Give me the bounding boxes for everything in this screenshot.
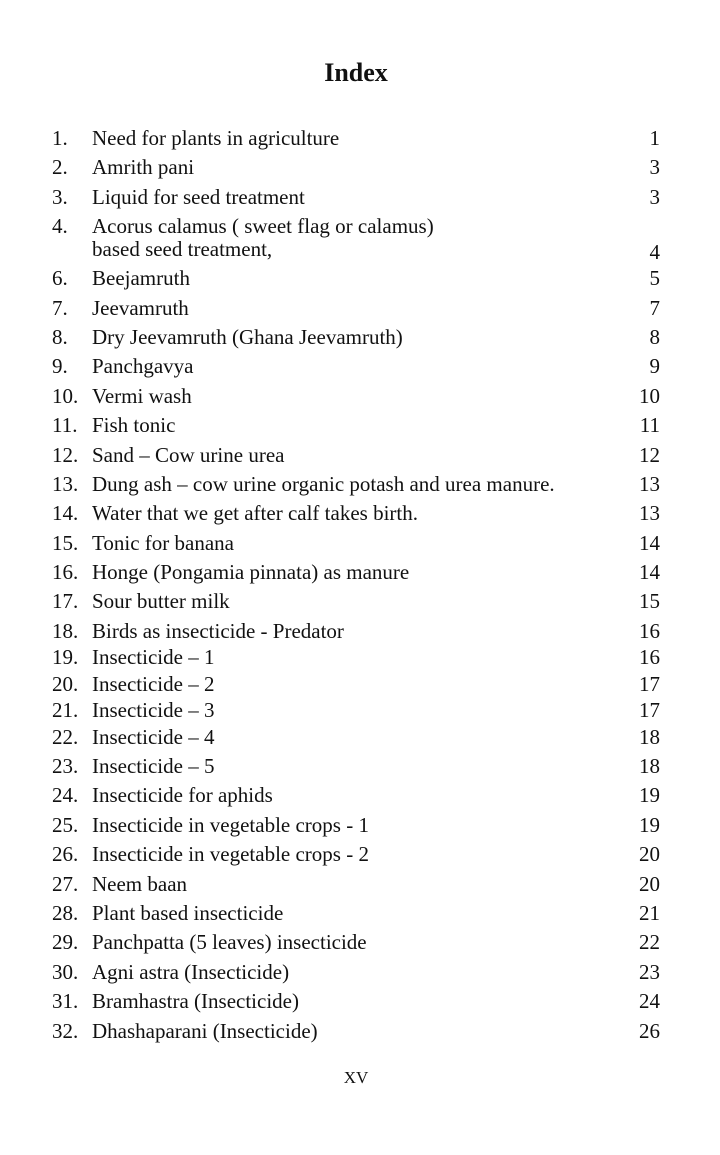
entry-text: Tonic for banana (92, 530, 234, 555)
entry-text: Insecticide in vegetable crops - 2 (92, 842, 369, 867)
entry-page: 16 (639, 645, 660, 670)
entry-page: 20 (639, 871, 660, 896)
index-entry (52, 529, 660, 558)
entry-page: 14 (639, 560, 660, 585)
entry-text: Amrith pani (92, 155, 195, 180)
entry-page: 15 (639, 589, 660, 614)
entry-page: 19 (639, 783, 660, 808)
entry-text: Insecticide – 3 (92, 698, 215, 723)
entry-number: 14. (52, 501, 79, 526)
index-entry (52, 723, 660, 752)
entry-page: 16 (639, 618, 660, 643)
entry-text-line1: Acorus calamus ( sweet flag or calamus) (92, 214, 434, 239)
entry-page: 20 (639, 842, 660, 867)
index-entry (52, 212, 660, 264)
index-entry (52, 811, 660, 840)
entry-text-line2: based seed treatment, (92, 237, 273, 262)
page-title: Index (324, 58, 388, 87)
entry-text: Fish tonic (92, 413, 176, 438)
entry-page: 1 (649, 126, 660, 150)
entry-text: Agni astra (Insecticide) (92, 959, 290, 984)
entry-text: Insecticide in vegetable crops - 1 (92, 812, 369, 837)
entry-text: Insecticide – 1 (92, 645, 215, 670)
entry-text: Bramhastra (Insecticide) (92, 989, 299, 1014)
entry-number: 8. (52, 324, 68, 349)
entry-text: Water that we get after calf takes birth. (92, 501, 418, 526)
entry-number: 24. (52, 783, 79, 808)
page-number-footer: XV (343, 1068, 369, 1087)
entry-text: Need for plants in agriculture (92, 126, 340, 150)
index-entry (52, 294, 660, 323)
entry-page: 14 (639, 530, 660, 555)
index-entry (52, 183, 660, 212)
entry-number: 13. (52, 471, 79, 496)
entry-text: Dung ash – cow urine organic potash and urea manure. (92, 471, 555, 496)
index-entry (52, 352, 660, 381)
entry-text: Vermi wash (92, 383, 192, 408)
index-entry (52, 441, 660, 470)
entry-number: 26. (52, 842, 79, 867)
entry-number: 20. (52, 671, 79, 696)
entry-page: 9 (649, 354, 660, 379)
entry-text (92, 215, 434, 261)
entry-number: 28. (52, 900, 79, 925)
entry-number: 1. (52, 126, 68, 150)
entry-number: 7. (52, 295, 68, 320)
entry-page: 11 (639, 413, 660, 438)
index-entry (52, 840, 660, 869)
index-entry (52, 928, 660, 957)
entry-text: Jeevamruth (92, 295, 189, 320)
index-entry (52, 470, 660, 499)
entry-text: Panchgavya (92, 354, 194, 379)
index-entry (52, 958, 660, 987)
index-entry (52, 899, 660, 928)
entry-number: 3. (52, 184, 68, 209)
index-list (52, 124, 660, 1046)
entry-number: 18. (52, 618, 79, 643)
index-entry (52, 987, 660, 1016)
index-entry (52, 587, 660, 616)
entry-number: 17. (52, 589, 79, 614)
entry-page: 17 (639, 671, 660, 696)
entry-page: 3 (649, 155, 660, 180)
entry-number: 31. (52, 989, 79, 1014)
index-entry (52, 752, 660, 781)
entry-text: Liquid for seed treatment (92, 184, 305, 209)
entry-page: 23 (639, 959, 660, 984)
entry-number: 19. (52, 645, 79, 670)
entry-text: Honge (Pongamia pinnata) as manure (92, 560, 410, 585)
entry-number: 6. (52, 266, 68, 291)
entry-number: 4. (52, 214, 68, 239)
entry-page: 26 (639, 1018, 660, 1043)
entry-number: 15. (52, 530, 79, 555)
index-entry (52, 153, 660, 182)
index-entry (52, 670, 660, 699)
entry-text: Neem baan (92, 871, 188, 896)
entry-page: 7 (649, 295, 660, 320)
entry-text: Sand – Cow urine urea (92, 442, 285, 467)
index-entry (52, 646, 660, 670)
entry-number: 12. (52, 442, 79, 467)
index-entry (52, 699, 660, 723)
entry-number: 16. (52, 560, 79, 585)
entry-text: Insecticide – 2 (92, 671, 215, 696)
entry-text: Insecticide – 4 (92, 724, 215, 749)
index-entry (52, 617, 660, 646)
entry-page: 24 (639, 989, 660, 1014)
entry-page: 4 (649, 240, 660, 265)
entry-number: 29. (52, 930, 79, 955)
entry-number: 22. (52, 724, 79, 749)
entry-number: 27. (52, 871, 79, 896)
entry-text: Insecticide for aphids (92, 783, 273, 808)
entry-page: 10 (639, 383, 660, 408)
entry-number: 30. (52, 959, 79, 984)
entry-page: 18 (639, 724, 660, 749)
entry-page: 3 (649, 184, 660, 209)
index-entry (52, 411, 660, 440)
index-entry (52, 323, 660, 352)
entry-text: Sour butter milk (92, 589, 230, 614)
entry-page: 18 (639, 754, 660, 779)
entry-text: Beejamruth (92, 266, 190, 291)
index-entry (52, 382, 660, 411)
entry-page: 21 (639, 900, 660, 925)
entry-number: 11. (52, 413, 78, 438)
entry-page: 17 (639, 698, 660, 723)
index-entry (52, 558, 660, 587)
entry-page: 8 (649, 324, 660, 349)
entry-text: Insecticide – 5 (92, 754, 215, 779)
entry-number: 10. (52, 383, 79, 408)
entry-number: 21. (52, 698, 79, 723)
entry-number: 25. (52, 812, 79, 837)
entry-page: 5 (649, 266, 660, 291)
entry-number: 2. (52, 155, 68, 180)
entry-page: 12 (639, 442, 660, 467)
entry-number: 23. (52, 754, 79, 779)
entry-page: 13 (639, 471, 660, 496)
index-entry (52, 499, 660, 528)
entry-text: Dhashaparani (Insecticide) (92, 1018, 318, 1043)
index-entry (52, 264, 660, 293)
index-entry (52, 124, 660, 153)
entry-text: Panchpatta (5 leaves) insecticide (92, 930, 367, 955)
index-entry (52, 1017, 660, 1046)
entry-number: 9. (52, 354, 68, 379)
entry-text: Birds as insecticide - Predator (92, 618, 344, 643)
entry-page: 13 (639, 501, 660, 526)
entry-text: Dry Jeevamruth (Ghana Jeevamruth) (92, 324, 403, 349)
index-entry (52, 870, 660, 899)
entry-text: Plant based insecticide (92, 900, 284, 925)
entry-number: 32. (52, 1018, 79, 1043)
entry-page: 22 (639, 930, 660, 955)
index-entry (52, 781, 660, 810)
entry-page: 19 (639, 812, 660, 837)
